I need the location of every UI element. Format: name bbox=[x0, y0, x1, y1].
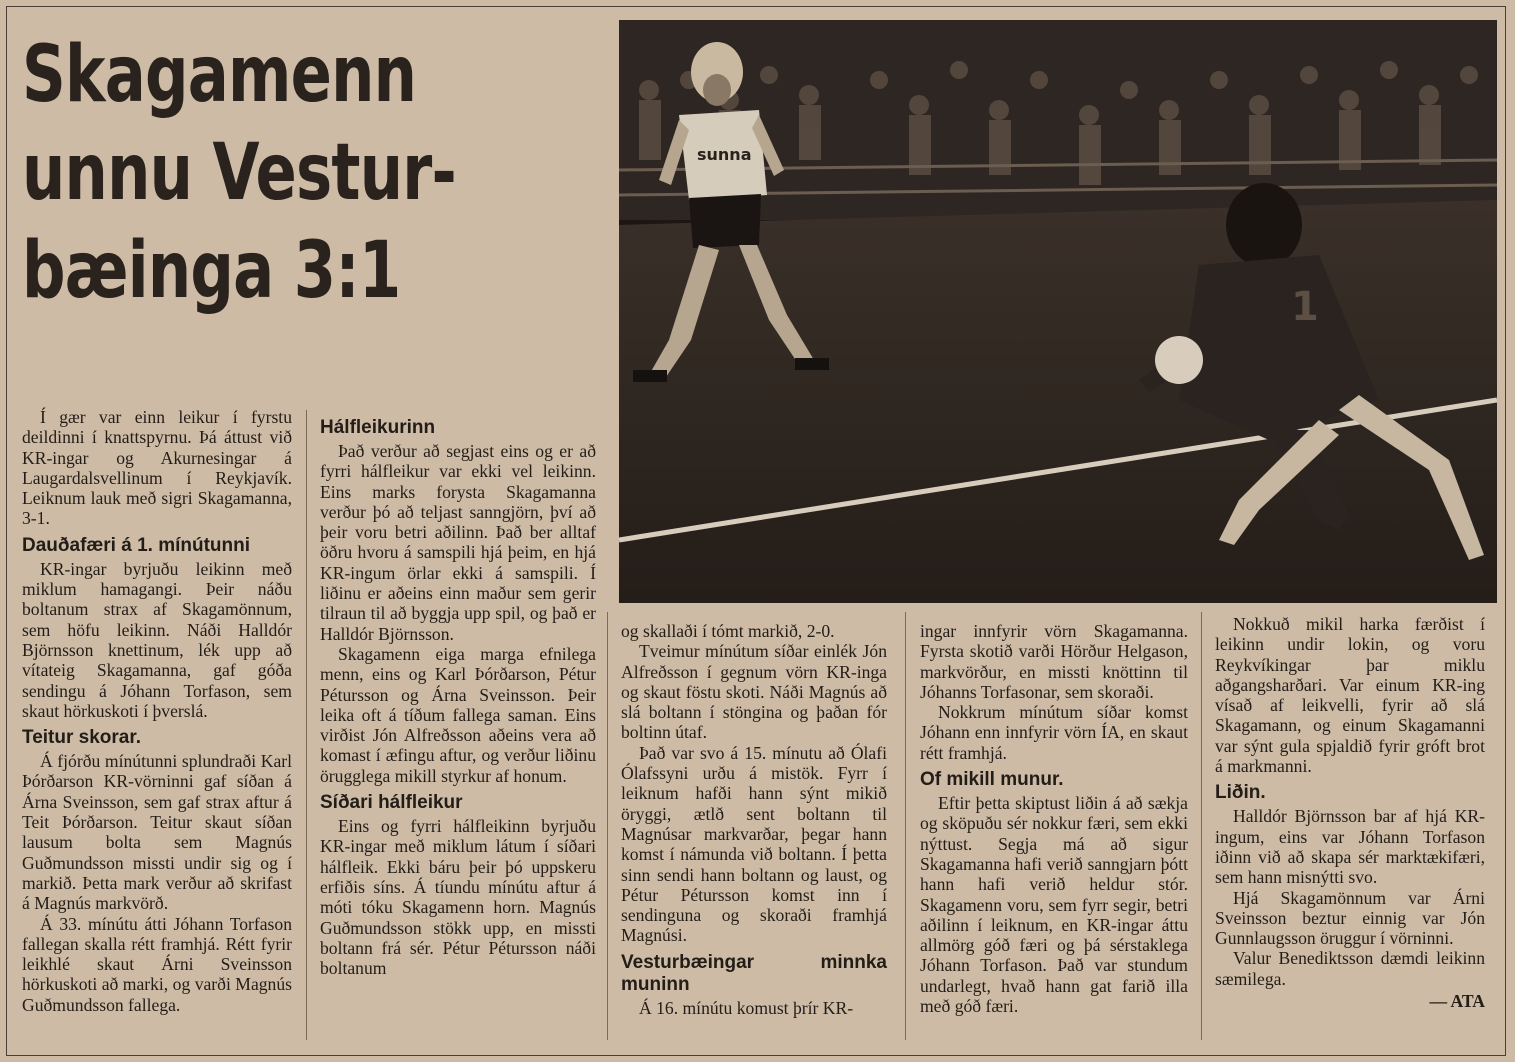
paragraph: Nokkuð mikil harka færðist í leikinn undir lokin, og voru Reykvíkingar þar miklu aðgangsharðari. Var einum KR-ing vísað af leikvelli, fyrir að slá Skagamann, og einum Skagamanni var sýnt gula spjaldið fyrir gróft brot á markmanni. bbox=[1215, 614, 1485, 777]
paragraph: ingar innfyrir vörn Skagamanna. Fyrsta skotið varði Hörður Helgason, markvörður, en missti knöttinn til Jóhanns Torfasonar, sem skoraði. bbox=[920, 621, 1188, 702]
paragraph: Halldór Björnsson bar af hjá KR-ingum, eins var Jóhann Torfason iðinn við að skapa sér marktækifæri, sem hann misnýtti svo. bbox=[1215, 806, 1485, 888]
match-photo bbox=[619, 20, 1497, 603]
subheading-lidin: Liðin. bbox=[1215, 782, 1266, 804]
paragraph: Valur Benediktsson dæmdi leikinn sæmilega. bbox=[1215, 948, 1485, 989]
headline-line-2: unnu Vestur- bbox=[22, 128, 456, 218]
intro-paragraph: Í gær var einn leikur í fyrstu deildinni í knattspyrnu. Þá áttust við KR-ingar og Akurnesingar á Laugardalsvellinum í Reykjavík. Leiknum lauk með sigri Skagamanna, 3-1. bbox=[22, 407, 292, 529]
paragraph: Nokkrum mínútum síðar komst Jóhann enn innfyrir vörn ÍA, en skaut rétt framhjá. bbox=[920, 702, 1188, 763]
paragraph: KR-ingar byrjuðu leikinn með miklum hamagangi. Þeir náðu boltanum strax af Skagamönnum, sem höfu leikinn. Náði Halldór Björnsson knettinum, lék upp að vítateig Skagamanna, gaf góða sendingu á Jóhann Torfason, sem skaut hörkuskoti í þverslá. bbox=[22, 558, 292, 721]
subheading-halfleikurinn: Hálfleikurinn bbox=[320, 417, 436, 438]
subheading-of-mikill-munur: Of mikill munur. bbox=[920, 769, 1064, 791]
shirt-text: sunna bbox=[697, 145, 752, 164]
article-column-4 bbox=[920, 621, 1188, 1016]
subheading-vesturbaeingar: Vesturbæingar minnka muninn bbox=[621, 951, 887, 995]
article-column-3 bbox=[621, 621, 887, 1018]
article-column-5 bbox=[1215, 614, 1485, 1011]
paragraph: Á fjórðu mínútunni splundraði Karl Þórðarson KR-vörninni gaf síðan á Árna Sveinsson, sem gaf strax aftur á Teit Þórðarson. Teitur skaut síðan lausum bolta sem Magnús Guðmundsson missti undir sig og í markið. Þetta mark verður að skrifast á Magnús markvörð. bbox=[22, 751, 292, 914]
paragraph: Á 33. mínútu átti Jóhann Torfason fallegan skalla rétt framhjá. Rétt fyrir leikhlé skaut Árni Sveinsson hörkuskoti að marki, og varði Magnús Guðmundsson fallega. bbox=[22, 913, 292, 1015]
column-divider bbox=[1201, 612, 1202, 1040]
subheading-teitur-skorar: Teitur skorar. bbox=[22, 727, 141, 749]
paragraph: Skagamenn eiga marga efnilega menn, eins og Karl Þórðarson, Pétur Pétursson og Árna Sveinsson. Þeir leika oft á tíðum fallega saman. Eins virðist Jón Alfreðsson aðeins vera að komast í æfingu aftur, og verður liðinu örugglega mikill styrkur af honum. bbox=[320, 643, 596, 786]
column-divider bbox=[306, 410, 307, 1040]
paragraph: Á 16. mínútu komust þrír KR- bbox=[639, 997, 854, 1018]
article-column-2 bbox=[320, 411, 596, 978]
paragraph: Það var svo á 15. mínutu að Ólafi Ólafssyni urðu á mistök. Fyrr í leiknum hafði hann sýnt mikið öryggi, ætlð sent boltann til Magnúsar markvarðar, þegar hann komst í námunda við boltann. Í þetta sinn sendi hann boltann og laust, og Pétur Pétursson komst inn í sendinguna og skoraði framhjá Magnúsi. bbox=[621, 742, 887, 946]
headline-line-1: Skagamenn bbox=[22, 30, 417, 120]
paragraph: Hjá Skagamönnum var Árni Sveinsson beztur einnig var Jón Gunnlaugsson öruggur í vörninni. bbox=[1215, 887, 1485, 949]
paragraph: Eftir þetta skiptust liðin á að sækja og sköpuðu sér nokkur færi, sem ekki nýttust. Segja má að sigur Skagamanna hafi verið sanngjarn þótt hann hafi verið heldur stór. Skagamenn voru, sem fyrr segir, betri aðilinn í leiknum, en KR-ingar áttu allmörg góð færi og þá sérstaklega Jóhann Torfason. Það var stundum undarlegt, hvað hann gat farið illa með góð færi. bbox=[920, 793, 1188, 1017]
subheading-daudafaeri: Dauðafæri á 1. mínútunni bbox=[22, 534, 251, 556]
subheading-sidari-halfleikur: Síðari hálfleikur bbox=[320, 792, 463, 814]
article-column-1 bbox=[22, 407, 292, 1015]
football bbox=[1155, 336, 1203, 384]
keeper-number: 1 bbox=[1291, 284, 1319, 330]
paragraph: Eins og fyrri hálfleikinn byrjuðu KR-ingar með miklum látum í síðari hálfleik. Ekki báru þeir þó uppskeru erfiðis síns. Á tíundu mínútu aftur á móti tóku Skagamenn horn. Magnús Guðmundsson stökk upp, en missti boltann frá sér. Pétur Pétursson náði boltanum bbox=[320, 816, 596, 979]
byline: — ATA bbox=[1429, 991, 1485, 1012]
paragraph: og skallaði í tómt markið, 2-0. bbox=[621, 621, 835, 641]
paragraph: Tveimur mínútum síðar einlék Jón Alfreðsson í gegnum vörn KR-inga og skaut föstu skoti. Náði Magnús að slá boltann í stöngina og þaðan fór boltinn útaf. bbox=[621, 641, 887, 743]
match-photo-drawing bbox=[619, 20, 1497, 603]
column-divider bbox=[905, 612, 906, 1040]
paragraph: Það verður að segjast eins og er að fyrri hálfleikur var ekki vel leikinn. Eins marks forysta Skagamanna verður þó að teljast sanngjörn, því að þeir voru betri aðilinn. Það ber alltaf öðru hvoru á samspili hjá þeim, en hjá KR-ingum örlar ekki á samspili. Í liðinu er aðeins einn maður sem gerir tilraun til að byggja upp spil, og það er Halldór Björnsson. bbox=[320, 441, 596, 644]
headline-line-3: bæinga 3:1 bbox=[22, 226, 401, 316]
headline bbox=[22, 26, 474, 320]
column-divider bbox=[607, 612, 608, 1040]
